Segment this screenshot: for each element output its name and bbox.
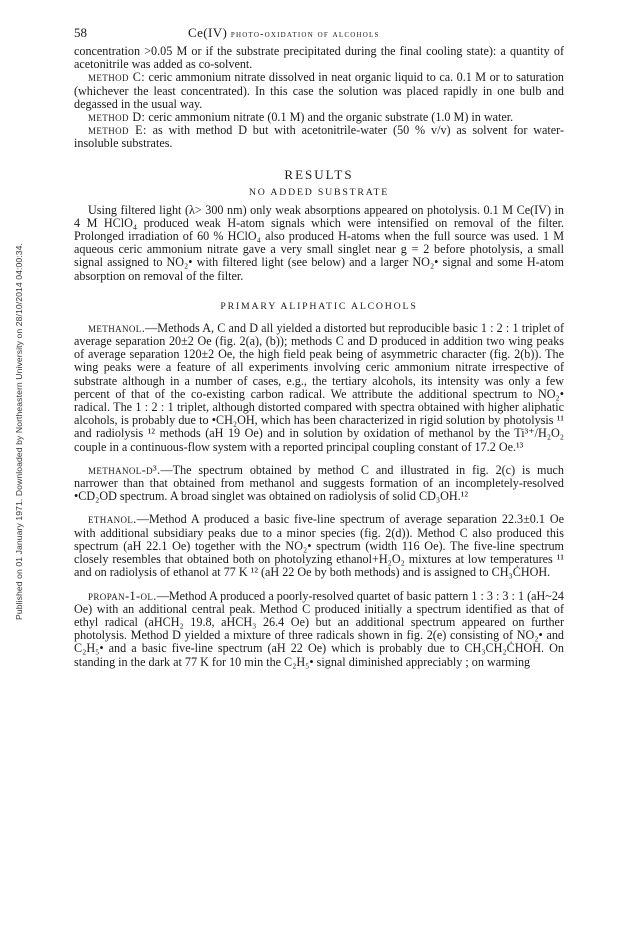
method-c-paragraph [74, 71, 564, 111]
page-content [74, 25, 564, 669]
method-c-label: method C: [88, 70, 146, 85]
primary-alcohols-heading: PRIMARY ALIPHATIC ALCOHOLS [220, 300, 418, 312]
methanol-d3-text: —The spectrum obtained by method C and illustrated in fig. 2(c) is much narrower than that obtained from methanol and suggests formation of an incompletely-resolved •CD₂OD spectrum. A broad singlet was obtained on radiolysis of solid CD₃OH.¹² [74, 462, 564, 504]
no-added-substrate-heading: NO ADDED SUBSTRATE [248, 186, 390, 198]
running-title-prefix: Ce(IV) [188, 25, 231, 40]
propanol-label: propan-1-ol. [88, 588, 157, 603]
method-e-paragraph [74, 124, 564, 150]
ethanol-paragraph [74, 513, 564, 579]
results-heading: RESULTS [284, 166, 354, 182]
ethanol-text: —Method A produced a basic five-line spectrum of average separation 22.3±0.1 Oe with additional subsidiary peaks due to a minor species (fig. 2(d)). Method C also produced this spectrum (aH 22.1 Oe) together with the NO₂• spectrum (width 116 Oe). The five-line spectrum closely resembles that obtained both on photolyzing ethanol+H₂O₂ mixtures at low temperatures ¹¹ and on radiolysis of ethanol at 77 K ¹² (aH 22 Oe by both methods) and is assigned to CH₃ĊHOH. [74, 512, 564, 580]
methanol-text: —Methods A, C and D all yielded a distorted but reproducible basic 1 : 2 : 1 triplet of average separation 20±2 Oe (fig. 2(a), (b)); methods C and D produced in addition two wing peaks of average separation 120±2 Oe, the high field peak being of asymmetric character (fig. 2(b)). The wing peaks were a feature of all experiments involving ceric ammonium nitrate irrespective of substrate although in a number of cases, e.g., the tertiary alcohols, its intensity was only a few percent of that of the co-existing carbon radical. We attribute the additional spectrum to NO₂• radical. The 1 : 2 : 1 triplet, although distorted compared with spectra obtained with higher aliphatic alcohols, is probably due to •CH₂OH, which has been characterized in rigid solution by photolysis ¹¹ and radiolysis ¹² methods (aH 19 Oe) and in solution by oxidation of methanol by the Ti³⁺/H₂O₂ couple in a continuous-flow system with a reported principal coupling constant of 17.2 Oe.¹³ [74, 320, 564, 454]
methanol-d3-paragraph [74, 464, 564, 504]
methanol-d3-label: methanol-d³. [88, 462, 161, 477]
method-e-label: method E: [88, 123, 147, 138]
method-d-label: method D: [88, 110, 146, 125]
method-e-text: as with method D but with acetonitrile-water (50 % v/v) as solvent for water-insoluble substrates. [74, 123, 565, 151]
method-d-text: ceric ammonium nitrate (0.1 M) and the organic substrate (1.0 M) in water. [145, 110, 514, 125]
methods-intro-paragraph: concentration >0.05 M or if the substrate precipitated during the final cooling state): a quantity of acetonitrile was added as co-solvent. [74, 44, 564, 72]
ethanol-label: ethanol. [88, 512, 137, 527]
page-number: 58 [74, 25, 87, 40]
no-added-substrate-paragraph: Using filtered light (λ> 300 nm) only weak absorptions appeared on photolysis. 0.1 M Ce(IV) in 4 M HClO₄ produced weak H-atom signals which were intensified on removal of the filter. Prolonged irradiation of 60 % HClO₄ also produced H-atoms when the full source was used. 1 M aqueous ceric ammonium nitrate gave a very small singlet near g = 2 before photolysis, a small signal assigned to NO₂• with filtered light (see below) and a larger NO₂• signal and some H-atom absorption on removal of the filter. [74, 202, 564, 283]
propanol-text: —Method A produced a poorly-resolved quartet of basic pattern 1 : 3 : 3 : 1 (aH~24 Oe) with an additional central peak. Method C produced initially a spectrum identified as that of ethyl radical (aHCH₂ 19.8, aHCH₃ 26.4 Oe) but an additional spectrum appeared on further photolysis. Method D yielded a mixture of three radicals shown in fig. 2(e) consisting of NO₂• and C₂H₅• and a basic five-line spectrum (aH 22 Oe) which is probably due to CH₃CH₂ĊHOH. On standing in the dark at 77 K for 10 min the C₂H₅• signal diminished appreciably ; on warming [74, 588, 564, 669]
methanol-paragraph [74, 322, 564, 454]
running-header [74, 25, 564, 45]
methanol-label: methanol. [88, 320, 146, 335]
method-c-text: ceric ammonium nitrate dissolved in neat organic liquid to ca. 0.1 M or to saturation (whichever the least concentrated). In this case the solution was placed rapidly in one bulb and degassed in the usual way. [74, 70, 564, 111]
running-title [188, 25, 380, 41]
propanol-paragraph [74, 590, 564, 669]
download-notice-sidebar [2, 60, 24, 620]
running-title-rest: photo-oxidation of alcohols [230, 29, 380, 40]
download-notice-text: Published on 01 January 1971. Downloaded by Northeastern University on 28/10/2014 04:00:34. [14, 243, 24, 620]
